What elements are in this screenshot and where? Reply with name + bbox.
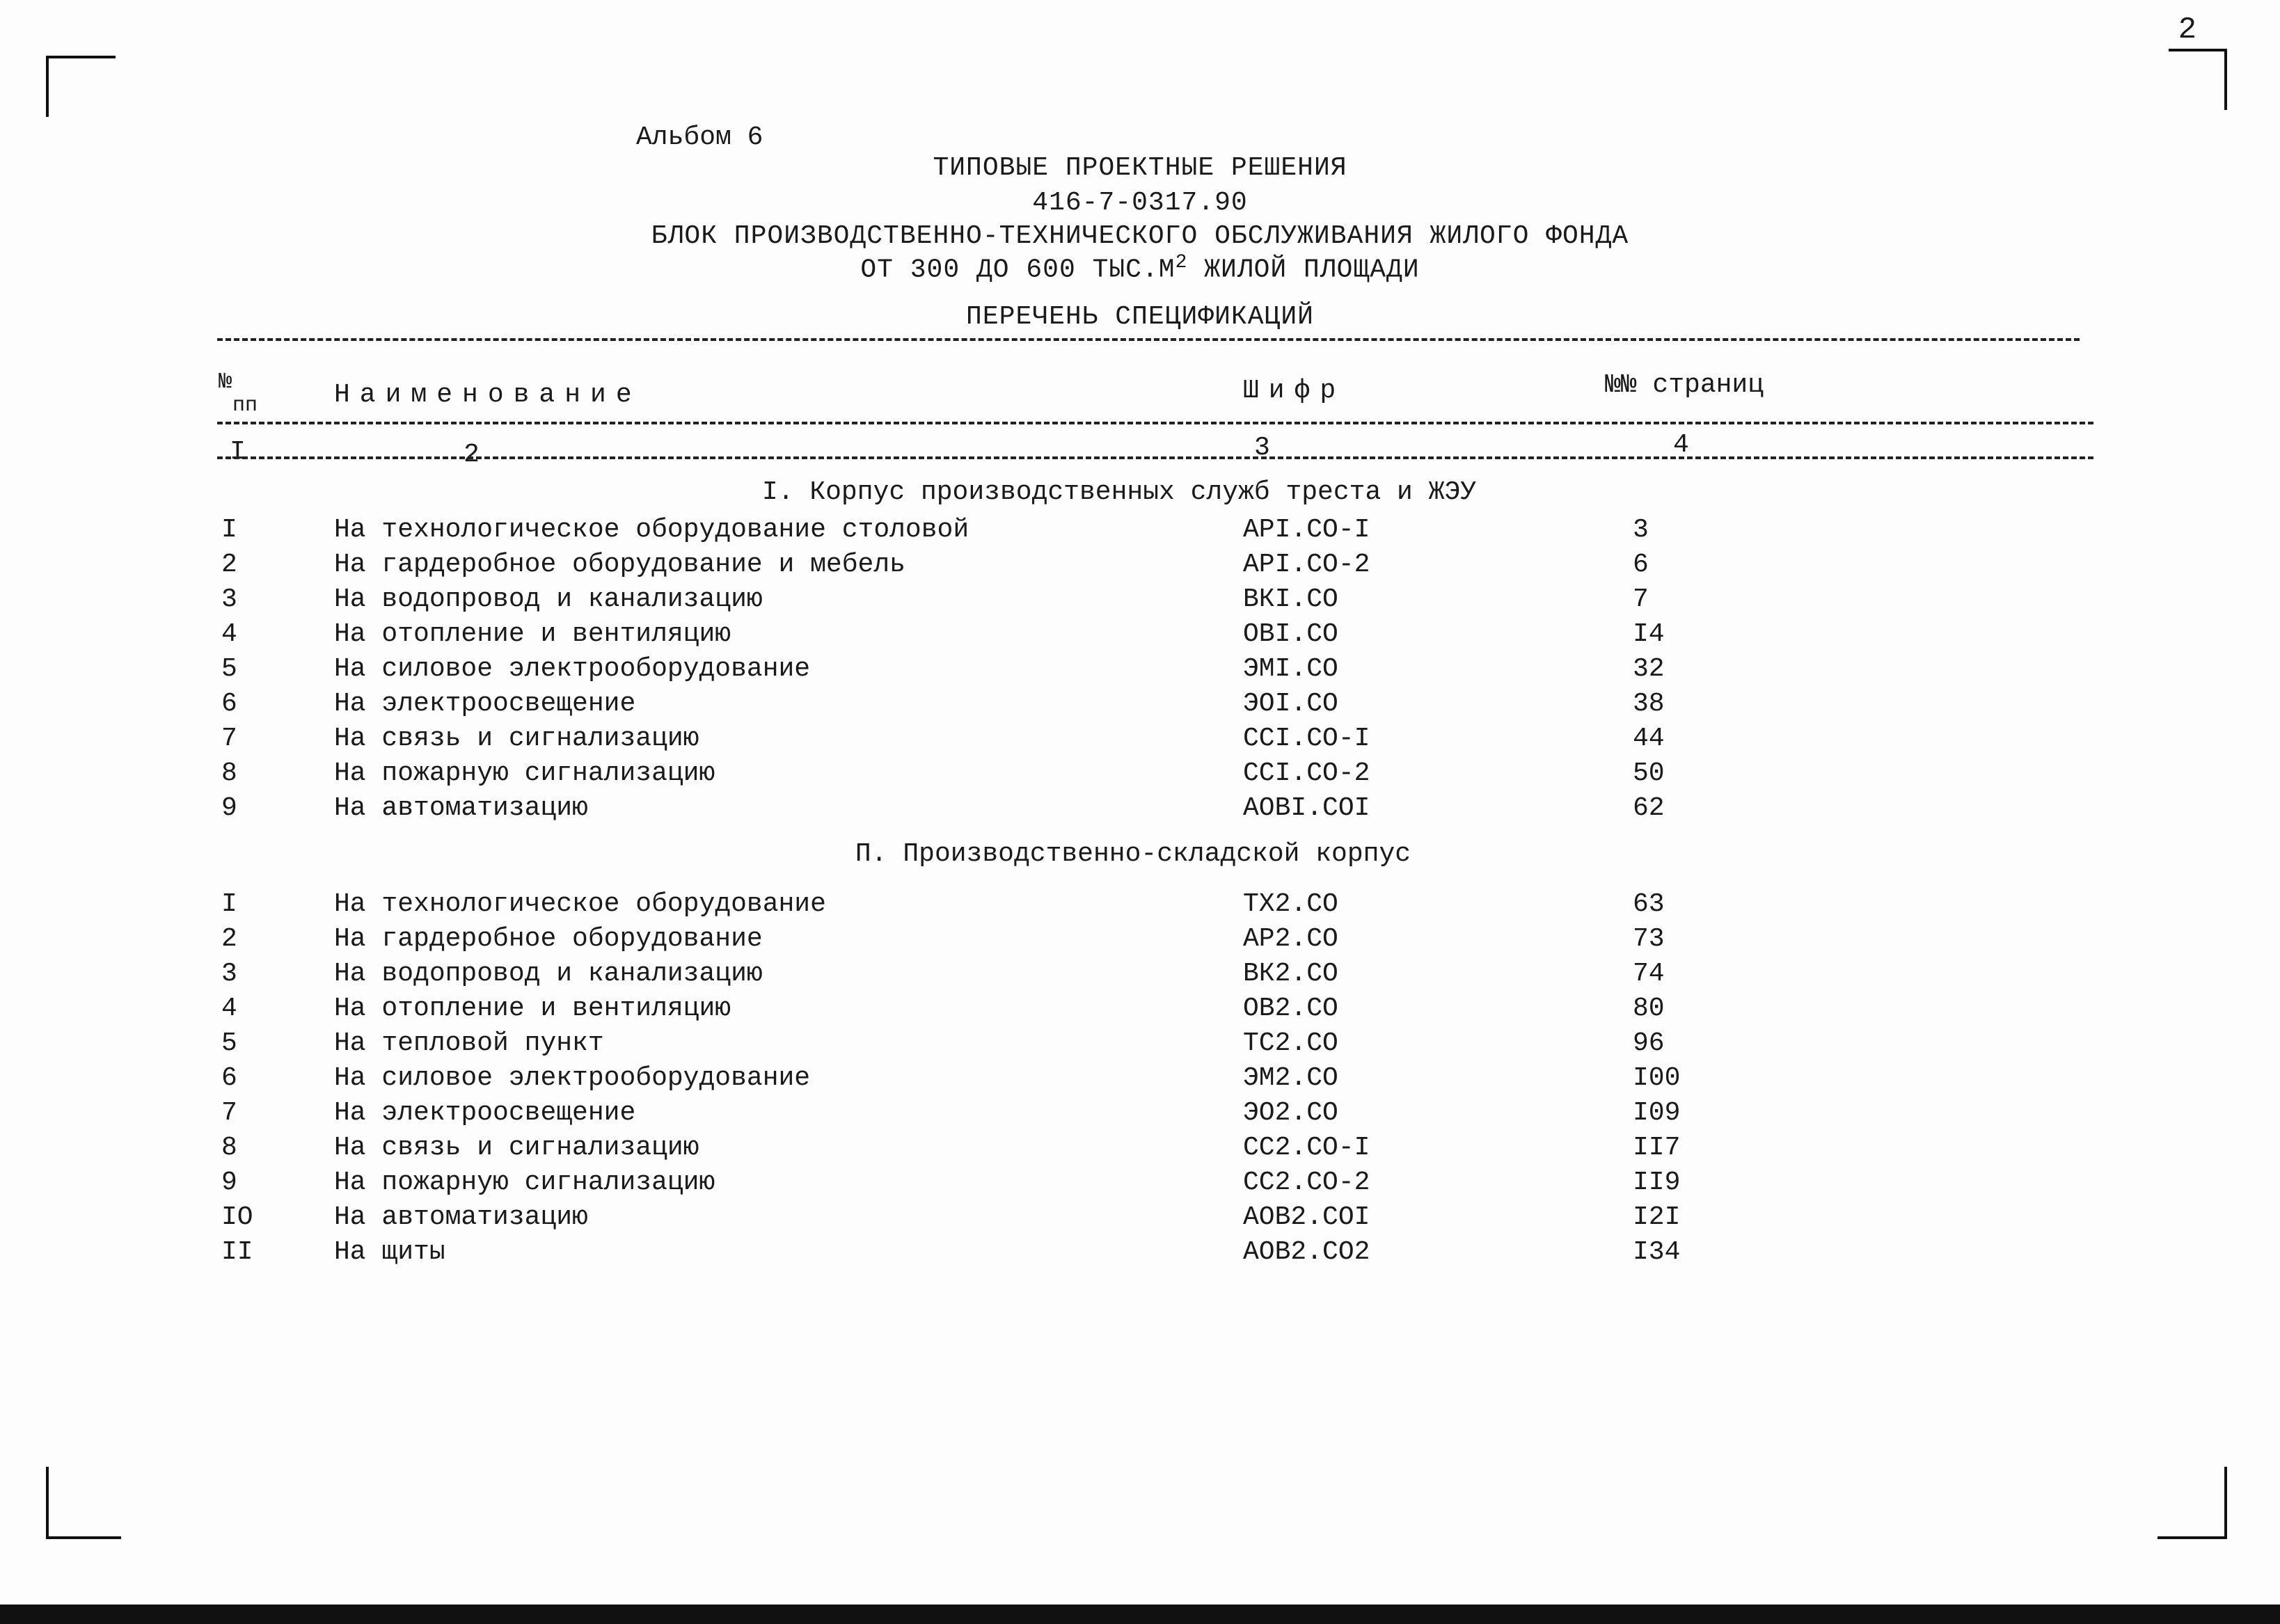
row-number: 8 [221, 1133, 237, 1163]
table-row [0, 1202, 2280, 1237]
row-code: ОВ2.СО [1243, 994, 1338, 1024]
table-row [0, 1098, 2280, 1133]
row-page: 63 [1633, 889, 1665, 919]
row-name: На электроосвещение [334, 1098, 636, 1128]
title-line-4-post: ЖИЛОЙ ПЛОЩАДИ [1187, 255, 1420, 285]
col-number-4: 4 [1673, 430, 1689, 460]
table-row [0, 619, 2280, 654]
row-number: 2 [221, 550, 237, 580]
row-page: I00 [1633, 1063, 1681, 1093]
row-page: 74 [1633, 959, 1665, 989]
row-number: 3 [221, 959, 237, 989]
row-code: ОВI.СО [1243, 619, 1338, 649]
row-name: На связь и сигнализацию [334, 1133, 699, 1163]
row-number: I [221, 889, 237, 919]
row-code: ССI.СО-2 [1243, 758, 1370, 788]
table-row [0, 689, 2280, 724]
corner-mark-bottom-right [2158, 1467, 2227, 1539]
row-name: На автоматизацию [334, 1202, 588, 1232]
row-number: 6 [221, 689, 237, 719]
row-page: I2I [1633, 1202, 1681, 1232]
row-page: I09 [1633, 1098, 1681, 1128]
row-name: На электроосвещение [334, 689, 636, 719]
header-name: Наименование [334, 380, 642, 410]
table-row [0, 1237, 2280, 1272]
row-name: На связь и сигнализацию [334, 724, 699, 754]
corner-mark-bottom-left [46, 1467, 121, 1539]
row-name: На гардеробное оборудование [334, 924, 763, 954]
row-number: 9 [221, 793, 237, 823]
row-name: На гардеробное оборудование и мебель [334, 550, 905, 580]
row-name: На технологическое оборудование [334, 889, 826, 919]
row-code: ССI.СО-I [1243, 724, 1370, 754]
col-number-2: 2 [464, 440, 480, 470]
row-page: 7 [1633, 584, 1649, 614]
table-row [0, 1168, 2280, 1202]
row-number: 7 [221, 724, 237, 754]
row-page: 62 [1633, 793, 1665, 823]
row-code: ЭМ2.СО [1243, 1063, 1338, 1093]
row-name: На отопление и вентиляцию [334, 619, 731, 649]
table-top-rule [217, 338, 2080, 341]
table-row [0, 889, 2280, 924]
row-name: На пожарную сигнализацию [334, 1168, 715, 1197]
album-label: Альбом 6 [636, 122, 763, 152]
row-number: 7 [221, 1098, 237, 1128]
table-row [0, 1028, 2280, 1063]
table-row [0, 515, 2280, 550]
row-page: 32 [1633, 654, 1665, 684]
row-name: На автоматизацию [334, 793, 588, 823]
header-pages: №№ страниц [1605, 370, 1764, 400]
title-line-4 [0, 252, 2280, 285]
row-page: 38 [1633, 689, 1665, 719]
row-page: I34 [1633, 1237, 1681, 1267]
scan-edge-bar [0, 1605, 2280, 1624]
row-page: II7 [1633, 1133, 1681, 1163]
row-code: ЭМI.СО [1243, 654, 1338, 684]
row-code: АОВI.СОI [1243, 793, 1370, 823]
row-number: 3 [221, 584, 237, 614]
table-row [0, 959, 2280, 994]
header-code: Шифр [1243, 376, 1346, 406]
page-number: 2 [2178, 13, 2196, 47]
row-code: ЭОI.СО [1243, 689, 1338, 719]
row-name: На тепловой пункт [334, 1028, 604, 1058]
row-code: ТХ2.СО [1243, 889, 1338, 919]
title-line-4-sup: 2 [1175, 252, 1188, 273]
row-code: ЭО2.СО [1243, 1098, 1338, 1128]
row-page: 80 [1633, 994, 1665, 1024]
row-number: 9 [221, 1168, 237, 1197]
table-row [0, 550, 2280, 584]
table-row [0, 793, 2280, 828]
row-name: На пожарную сигнализацию [334, 758, 715, 788]
col-number-3: 3 [1254, 433, 1270, 463]
title-line-4-pre: ОТ 300 ДО 600 ТЫС.М [860, 255, 1175, 285]
row-code: ТС2.СО [1243, 1028, 1338, 1058]
row-page: 3 [1633, 515, 1649, 545]
table-row [0, 724, 2280, 758]
title-line-3: БЛОК ПРОИЗВОДСТВЕННО-ТЕХНИЧЕСКОГО ОБСЛУЖИВАНИЯ ЖИЛОГО ФОНДА [651, 221, 1629, 251]
table-row [0, 1133, 2280, 1168]
row-page: 44 [1633, 724, 1665, 754]
title-line-5: ПЕРЕЧЕНЬ СПЕЦИФИКАЦИЙ [966, 302, 1314, 332]
row-code: АОВ2.СО2 [1243, 1237, 1370, 1267]
row-code: АРI.СО-2 [1243, 550, 1370, 580]
row-page: II9 [1633, 1168, 1681, 1197]
row-name: На технологическое оборудование столовой [334, 515, 969, 545]
row-name: На силовое электрооборудование [334, 1063, 811, 1093]
title-line-1: ТИПОВЫЕ ПРОЕКТНЫЕ РЕШЕНИЯ [933, 153, 1347, 183]
header-rule [217, 422, 2093, 424]
row-name: На щиты [334, 1237, 445, 1267]
row-code: АОВ2.СОI [1243, 1202, 1370, 1232]
section-title-1: I. Корпус производственных служб треста и ЖЭУ [761, 477, 1477, 507]
corner-mark-top-right [2169, 49, 2227, 110]
row-code: АР2.СО [1243, 924, 1338, 954]
table-row [0, 924, 2280, 959]
section-title-2: П. Производственно-складской корпус [855, 839, 1411, 869]
row-code: СС2.СО-I [1243, 1133, 1370, 1163]
corner-mark-top-left [46, 56, 116, 117]
row-code: АРI.СО-I [1243, 515, 1370, 545]
header-no-top: № [219, 369, 232, 395]
row-page: 6 [1633, 550, 1649, 580]
row-page: 96 [1633, 1028, 1665, 1058]
col-number-rule [217, 456, 2093, 459]
row-number: 6 [221, 1063, 237, 1093]
row-code: ВКI.СО [1243, 584, 1338, 614]
title-line-2: 416-7-0317.90 [1032, 188, 1248, 218]
row-number: I [221, 515, 237, 545]
row-name: На силовое электрооборудование [334, 654, 811, 684]
row-number: 4 [221, 619, 237, 649]
table-row [0, 654, 2280, 689]
header-no-bottom: пп [232, 394, 258, 417]
row-code: ВК2.СО [1243, 959, 1338, 989]
row-number: 5 [221, 1028, 237, 1058]
row-name: На водопровод и канализацию [334, 584, 763, 614]
table-row [0, 994, 2280, 1028]
row-number: 8 [221, 758, 237, 788]
table-row [0, 584, 2280, 619]
row-page: 73 [1633, 924, 1665, 954]
col-number-1: I [230, 437, 246, 467]
row-page: I4 [1633, 619, 1665, 649]
table-row [0, 1063, 2280, 1098]
row-page: 50 [1633, 758, 1665, 788]
row-number: II [221, 1237, 253, 1267]
row-name: На отопление и вентиляцию [334, 994, 731, 1024]
row-name: На водопровод и канализацию [334, 959, 763, 989]
row-number: 4 [221, 994, 237, 1024]
row-number: 2 [221, 924, 237, 954]
row-number: 5 [221, 654, 237, 684]
table-row [0, 758, 2280, 793]
row-number: IO [221, 1202, 253, 1232]
row-code: СС2.СО-2 [1243, 1168, 1370, 1197]
